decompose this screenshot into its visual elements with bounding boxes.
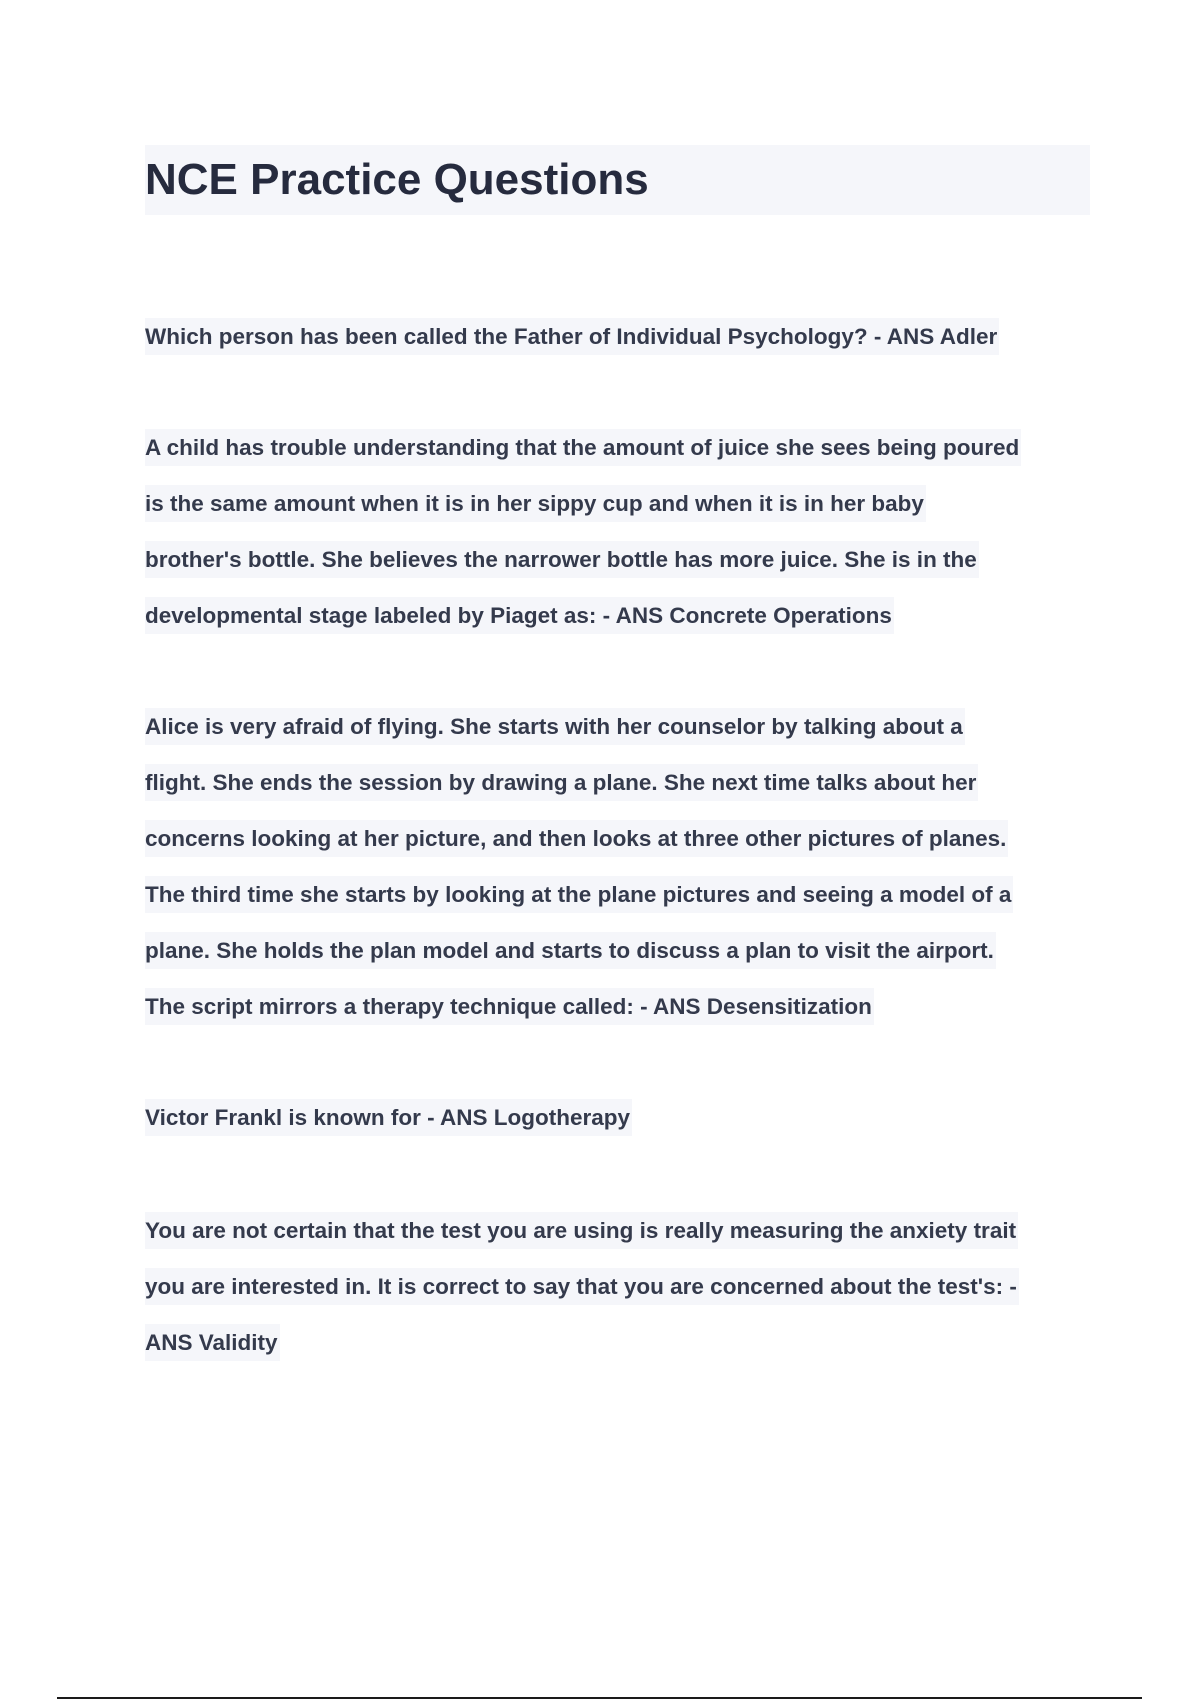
question-line: The script mirrors a therapy technique called: - ANS Desensitization [145, 979, 1090, 1035]
question-line: you are interested in. It is correct to say that you are concerned about the test's: - [145, 1259, 1090, 1315]
question-line: The third time she starts by looking at the plane pictures and seeing a model of a [145, 867, 1090, 923]
question-line: flight. She ends the session by drawing a plane. She next time talks about her [145, 755, 1090, 811]
question-line: brother's bottle. She believes the narrower bottle has more juice. She is in the [145, 532, 1090, 588]
question-line: plane. She holds the plan model and starts to discuss a plan to visit the airport. [145, 923, 1090, 979]
question-2 [145, 420, 1090, 644]
question-line: ANS Validity [145, 1315, 1090, 1371]
question-line: Which person has been called the Father of Individual Psychology? - ANS Adler [145, 309, 1090, 365]
question-5 [145, 1203, 1090, 1371]
question-line: is the same amount when it is in her sippy cup and when it is in her baby [145, 476, 1090, 532]
question-line: developmental stage labeled by Piaget as: - ANS Concrete Operations [145, 588, 1090, 644]
question-line: concerns looking at her picture, and then looks at three other pictures of planes. [145, 811, 1090, 867]
footer-divider [57, 1697, 1142, 1699]
question-line: Alice is very afraid of flying. She starts with her counselor by talking about a [145, 699, 1090, 755]
question-line: Victor Frankl is known for - ANS Logotherapy [145, 1090, 1090, 1146]
question-3 [145, 699, 1090, 1035]
title-block [145, 145, 1090, 215]
question-line: A child has trouble understanding that the amount of juice she sees being poured [145, 420, 1090, 476]
question-4 [145, 1090, 1090, 1146]
question-line: You are not certain that the test you are using is really measuring the anxiety trait [145, 1203, 1090, 1259]
document-title: NCE Practice Questions [145, 155, 649, 204]
question-1 [145, 309, 1090, 365]
